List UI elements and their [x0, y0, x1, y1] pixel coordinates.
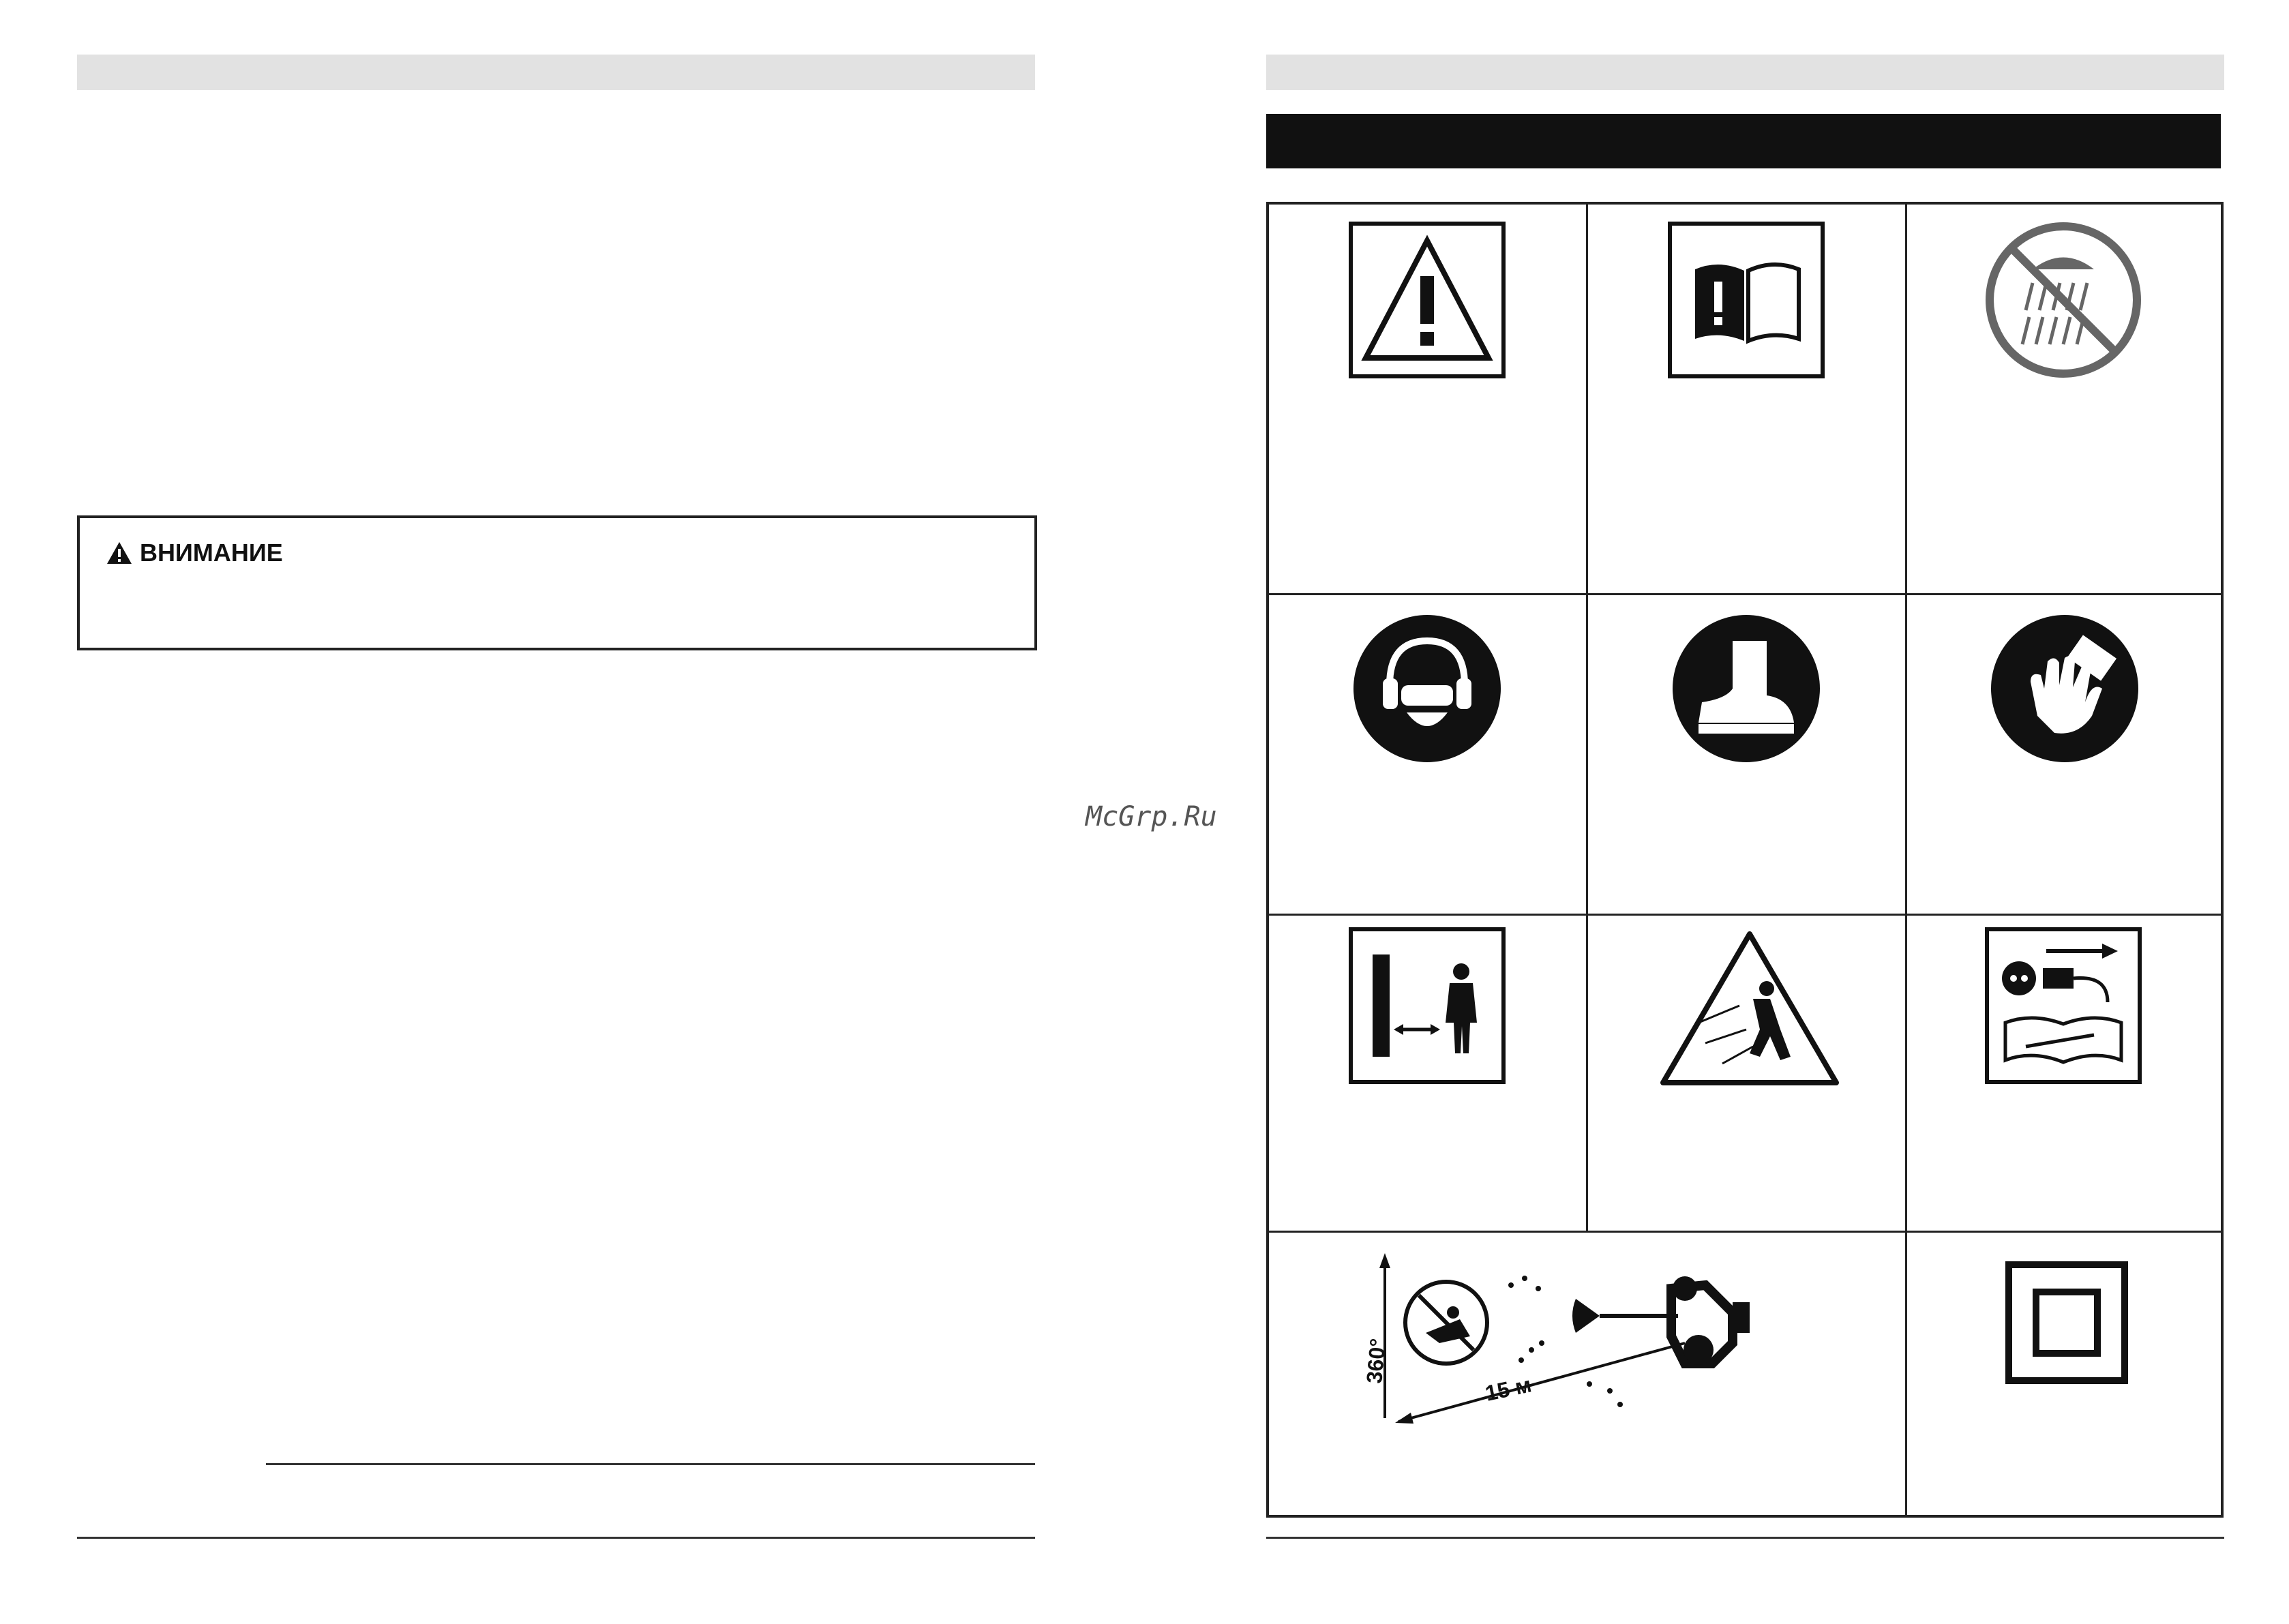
- section-title-bar: [1266, 114, 2221, 168]
- row-divider: [1269, 914, 2221, 916]
- warning-triangle-icon: [1349, 222, 1506, 378]
- double-insulation-icon: [2005, 1261, 2128, 1384]
- warning-label: ВНИМАНИЕ: [140, 539, 283, 567]
- left-footer-rule: [77, 1537, 1035, 1539]
- wear-protection-icon: [1352, 614, 1502, 764]
- warning-icon: [106, 541, 133, 565]
- row-divider: [1269, 593, 2221, 595]
- warning-box: [77, 515, 1037, 650]
- no-rain-icon: [1985, 222, 2142, 378]
- col-divider: [1586, 205, 1588, 1231]
- row-divider: [1269, 1231, 2221, 1233]
- footnote-rule: [266, 1463, 1035, 1465]
- unplug-before-service-icon: [1985, 927, 2142, 1084]
- keep-distance-icon: [1349, 927, 1506, 1084]
- read-manual-icon: [1668, 222, 1825, 378]
- col-divider: [1905, 205, 1907, 1515]
- right-footer-rule: [1266, 1537, 2224, 1539]
- gloves-icon: [1990, 614, 2140, 764]
- flying-debris-icon: [1658, 927, 1842, 1091]
- right-header-bar: [1266, 55, 2224, 90]
- symbols-table: [1266, 202, 2224, 1518]
- safety-boots-icon: [1671, 614, 1821, 764]
- warning-heading: [106, 539, 283, 567]
- left-header-bar: [77, 55, 1035, 90]
- danger-zone-icon: [1351, 1248, 1814, 1439]
- angle-label: 360°: [1362, 1337, 1390, 1385]
- watermark: McGrp.Ru: [1086, 801, 1217, 832]
- distance-label: 15 м: [1482, 1372, 1534, 1406]
